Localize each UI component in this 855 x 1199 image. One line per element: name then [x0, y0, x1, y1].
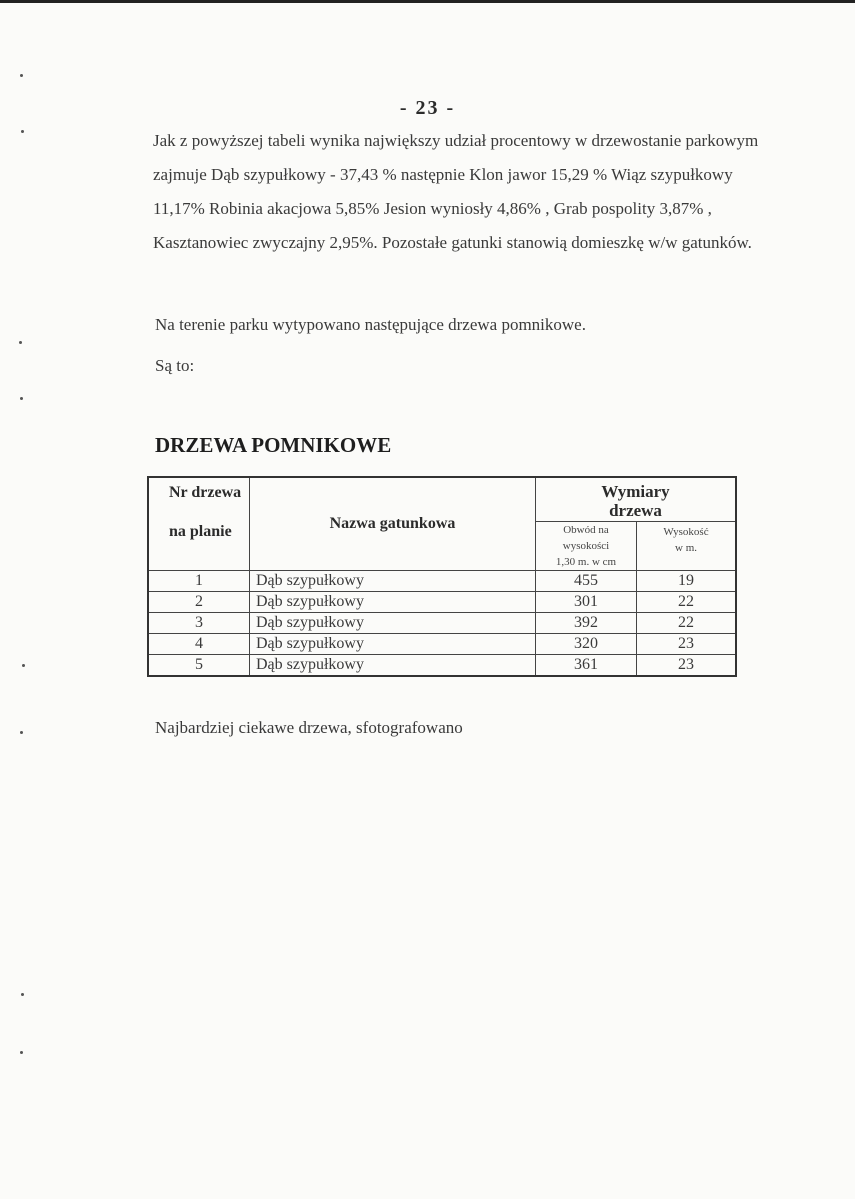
cell-circumference: 320	[536, 634, 637, 655]
scan-speck	[20, 731, 23, 734]
cell-height: 19	[637, 571, 737, 592]
table-row	[148, 634, 736, 655]
header-height	[637, 522, 737, 571]
header-tree-number	[148, 477, 250, 571]
cell-species-name: Dąb szypułkowy	[250, 571, 536, 592]
monument-trees-table	[147, 476, 737, 677]
cell-tree-number: 3	[148, 613, 250, 634]
sa-to-text: Są to:	[155, 356, 195, 375]
cell-tree-number: 1	[148, 571, 250, 592]
cell-height: 23	[637, 634, 737, 655]
intro-line: 11,17% Robinia akacjowa 5,85% Jesion wyniosły 4,86% , Grab pospolity 3,87% ,	[153, 199, 712, 218]
scan-speck	[21, 993, 24, 996]
cell-species-name: Dąb szypułkowy	[250, 655, 536, 677]
header-circumference-line3: 1,30 m. w cm	[555, 556, 617, 568]
cell-circumference: 301	[536, 592, 637, 613]
header-dimensions	[536, 477, 737, 522]
cell-circumference: 361	[536, 655, 637, 677]
header-nr-line1: Nr drzewa	[169, 484, 242, 501]
scan-speck	[20, 74, 23, 77]
header-nr-line2: na planie	[169, 523, 232, 540]
table-row	[148, 613, 736, 634]
header-dimensions-line1: Wymiary	[601, 482, 670, 501]
scan-speck	[20, 1051, 23, 1054]
intro-line: Kasztanowiec zwyczajny 2,95%. Pozostałe gatunki stanowią domieszkę w/w gatunków.	[153, 233, 752, 252]
header-species-name: Nazwa gatunkowa	[250, 477, 536, 571]
table-header-row	[148, 477, 736, 522]
cell-circumference: 455	[536, 571, 637, 592]
scan-speck	[22, 664, 25, 667]
cell-tree-number: 5	[148, 655, 250, 677]
intro-paragraph	[153, 124, 773, 260]
cell-height: 23	[637, 655, 737, 677]
scan-speck	[21, 130, 24, 133]
table-row	[148, 655, 736, 677]
scan-speck	[20, 397, 23, 400]
table-row	[148, 592, 736, 613]
section-title: DRZEWA POMNIKOWE	[155, 433, 392, 457]
page-number: - 23 -	[399, 97, 456, 119]
cell-tree-number: 4	[148, 634, 250, 655]
table-row	[148, 571, 736, 592]
header-dimensions-line2: drzewa	[609, 501, 662, 520]
header-circumference-line1: Obwód na	[563, 524, 609, 536]
cell-species-name: Dąb szypułkowy	[250, 634, 536, 655]
header-circumference	[536, 522, 637, 571]
header-height-line1: Wysokość	[663, 526, 709, 538]
scan-top-border	[0, 0, 855, 3]
scan-speck	[19, 341, 22, 344]
cell-species-name: Dąb szypułkowy	[250, 592, 536, 613]
header-height-line2: w m.	[675, 542, 697, 554]
intro-line: zajmuje Dąb szypułkowy - 37,43 % następnie Klon jawor 15,29 % Wiąz szypułkowy	[153, 165, 733, 184]
header-circumference-line2: wysokości	[562, 540, 610, 552]
cell-tree-number: 2	[148, 592, 250, 613]
closing-text: Najbardziej ciekawe drzewa, sfotografowano	[155, 718, 463, 737]
cell-circumference: 392	[536, 613, 637, 634]
selection-text: Na terenie parku wytypowano następujące drzewa pomnikowe.	[155, 315, 586, 334]
intro-line: Jak z powyższej tabeli wynika największy udział procentowy w drzewostanie parkowym	[153, 131, 759, 150]
cell-species-name: Dąb szypułkowy	[250, 613, 536, 634]
cell-height: 22	[637, 592, 737, 613]
cell-height: 22	[637, 613, 737, 634]
